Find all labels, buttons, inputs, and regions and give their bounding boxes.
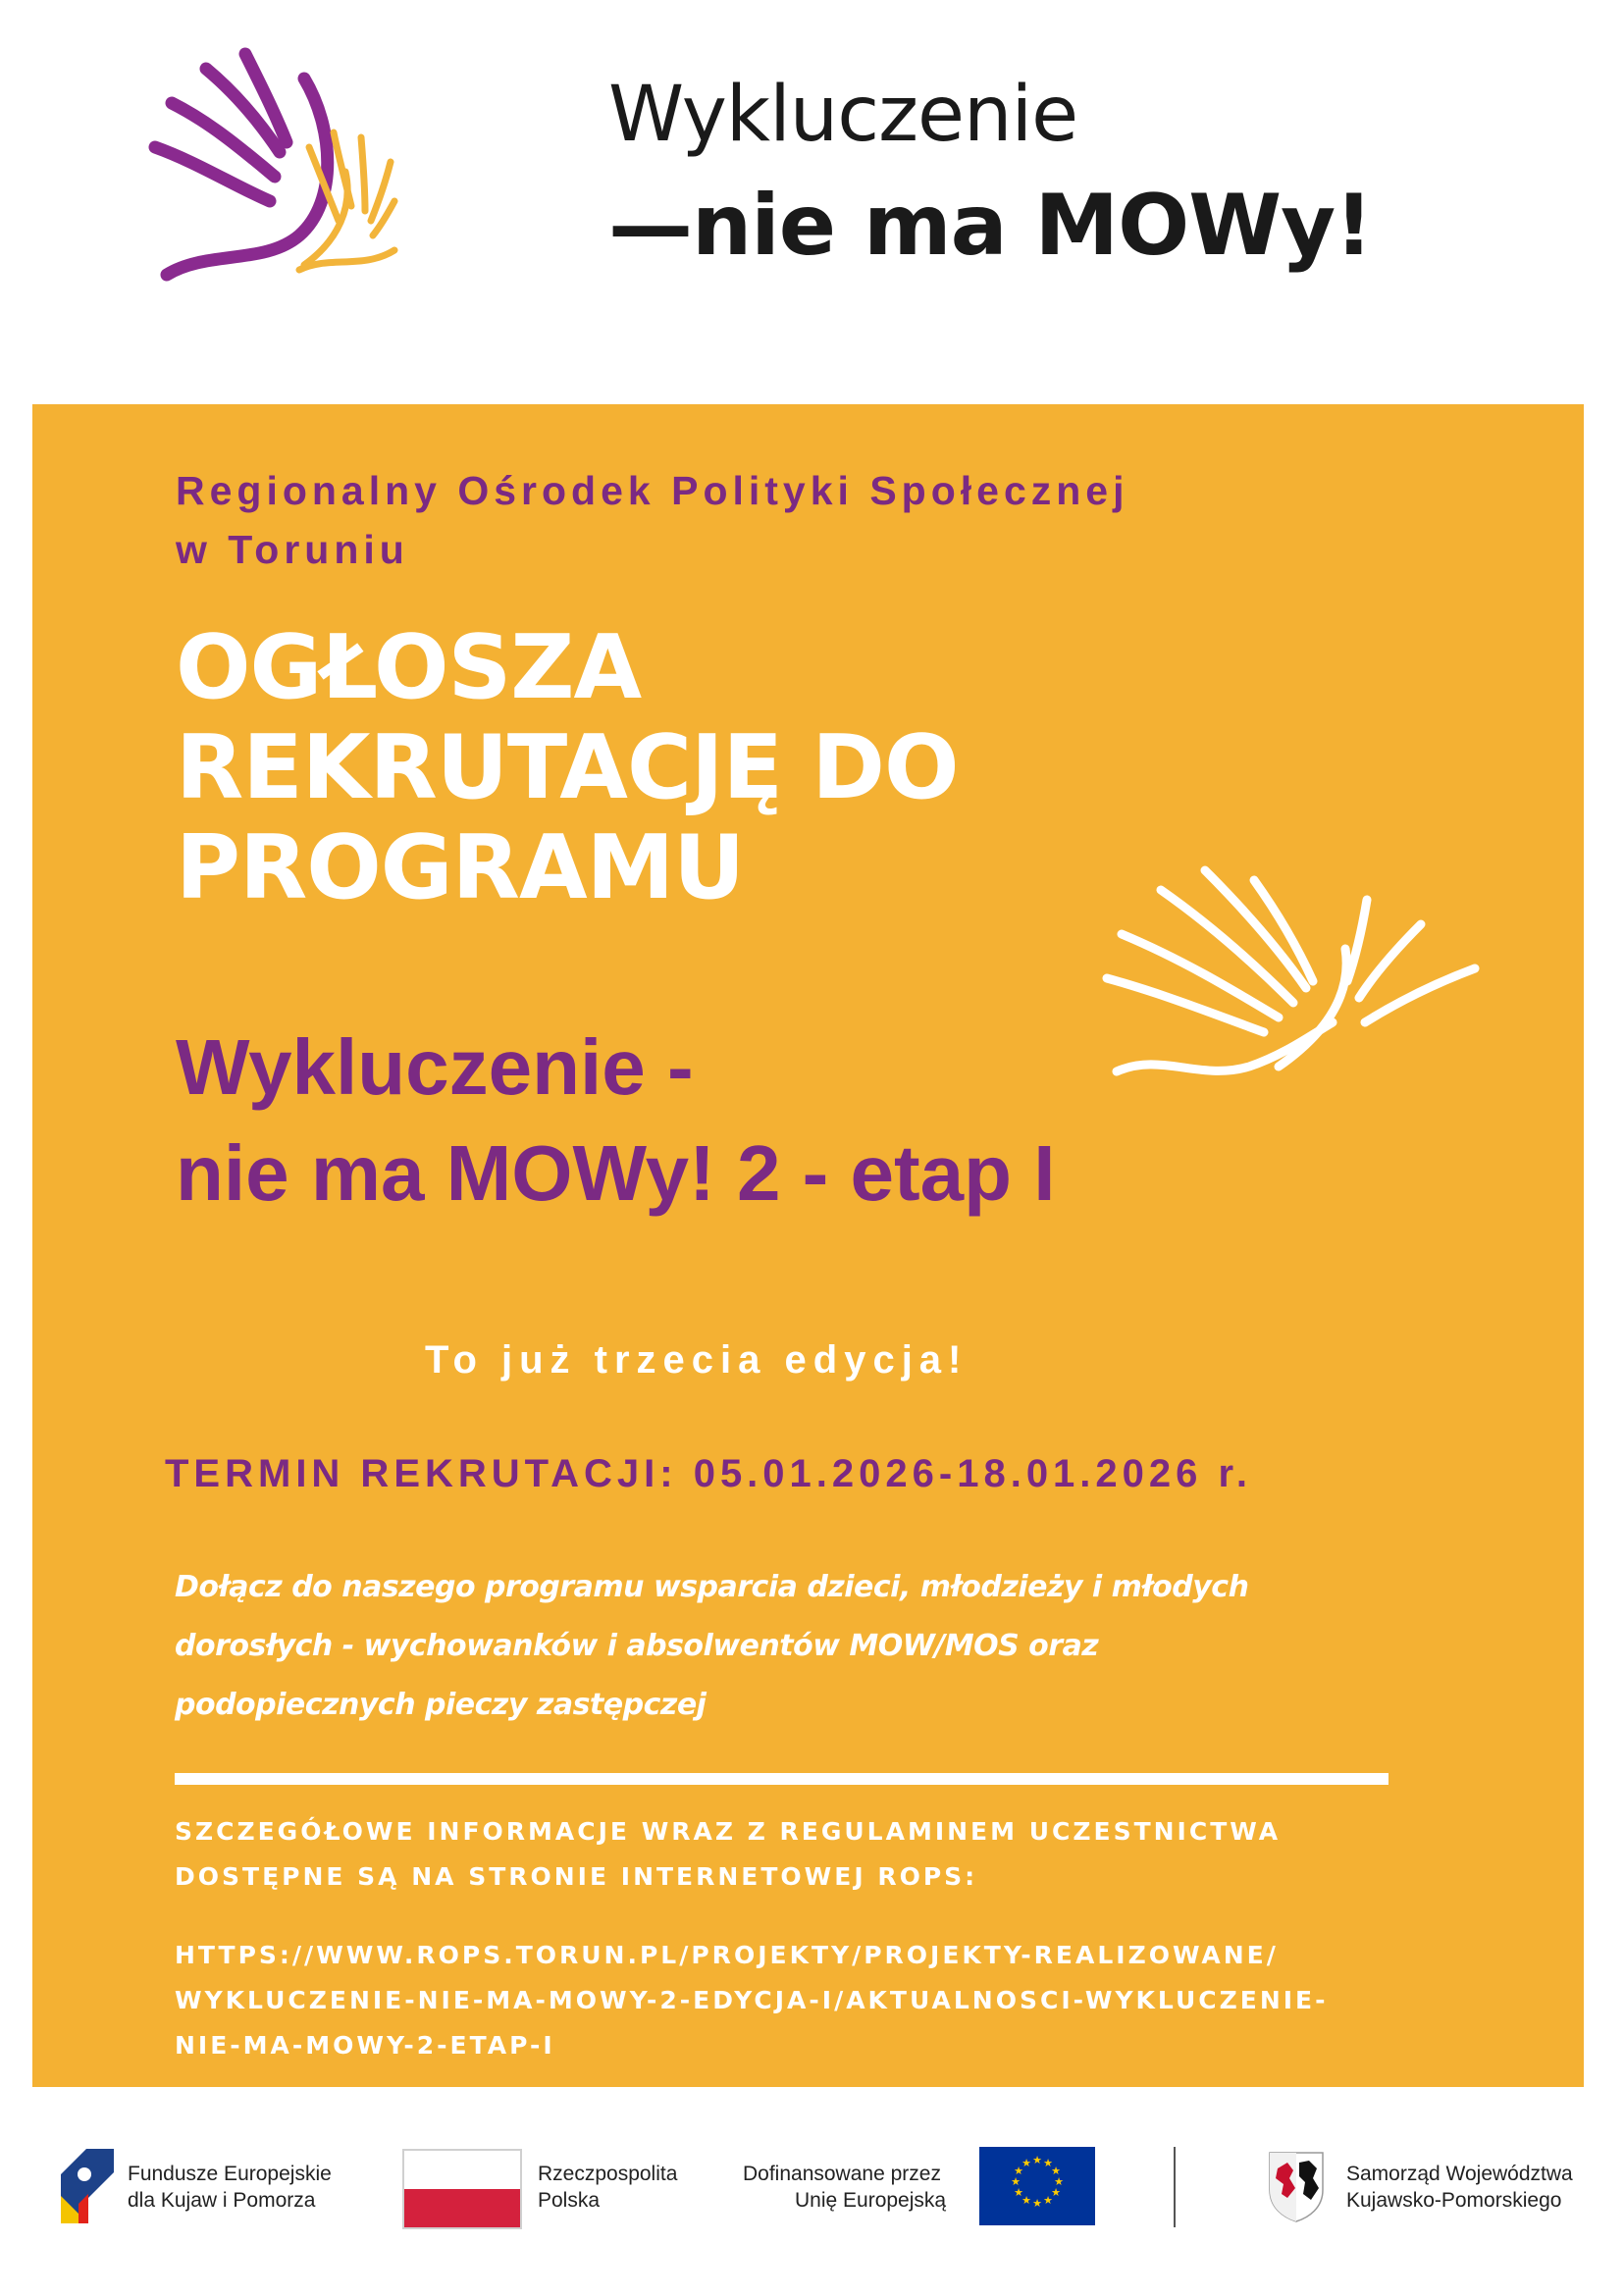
eu-label-line2: Unię Europejską (795, 2189, 947, 2212)
svg-text:★: ★ (1011, 2175, 1021, 2188)
details-info (175, 1809, 1450, 1900)
logo-title-line1: Wykluczenie (608, 71, 1078, 159)
headline-line: OGŁOSZA (176, 616, 642, 719)
coat-of-arms-icon (1266, 2149, 1327, 2223)
eu-label-line1: Dofinansowane przez (743, 2163, 941, 2185)
rops-url-link[interactable] (175, 1933, 1450, 2068)
rp-label-line2: Polska (538, 2189, 601, 2212)
program-name (176, 1015, 1451, 1226)
program-description (175, 1558, 1382, 1735)
description-line: Dołącz do naszego programu wsparcia dzieci, młodzieży i młodych (175, 1570, 1249, 1604)
program-line1: Wykluczenie - (176, 1023, 694, 1111)
details-line: DOSTĘPNE SĄ NA STRONIE INTERNETOWEJ ROPS: (175, 1862, 978, 1891)
eu-flag-icon (979, 2147, 1095, 2225)
url-line: HTTPS://WWW.ROPS.TORUN.PL/PROJEKTY/PROJEKTY-REALIZOWANE/ (175, 1941, 1279, 1969)
headline-line: PROGRAMU (176, 816, 745, 919)
description-line: dorosłych - wychowanków i absolwentów MOW/MOS oraz (175, 1629, 1099, 1663)
fe-label-line2: dla Kujaw i Pomorza (128, 2189, 316, 2212)
program-line2: nie ma MOWy! 2 - etap I (176, 1129, 1056, 1217)
headline-line: REKRUTACJĘ DO (176, 716, 959, 819)
logo-title-line2: —nie ma MOWy! (608, 177, 1373, 275)
svg-text:★: ★ (1043, 2194, 1053, 2207)
hand-logo-icon (137, 39, 402, 304)
svg-text:★: ★ (1054, 2175, 1064, 2188)
svg-text:★: ★ (1051, 2186, 1061, 2199)
organization-name (176, 461, 1451, 579)
svg-text:★: ★ (1014, 2165, 1023, 2177)
org-line2: w Toruniu (176, 527, 409, 572)
sw-label-line2: Kujawsko-Pomorskiego (1346, 2189, 1562, 2212)
url-line: WYKLUCZENIE-NIE-MA-MOWY-2-EDYCJA-I/AKTUALNOSCI-WYKLUCZENIE- (175, 1986, 1329, 2014)
svg-text:★: ★ (1014, 2186, 1023, 2199)
svg-text:★: ★ (1051, 2165, 1061, 2177)
details-line: SZCZEGÓŁOWE INFORMACJE WRAZ Z REGULAMINEM UCZESTNICTWA (175, 1817, 1282, 1846)
svg-text:★: ★ (1032, 2154, 1042, 2166)
divider-line (175, 1773, 1388, 1785)
recruitment-dates: TERMIN REKRUTACJI: 05.01.2026-18.01.2026 r. (165, 1452, 1252, 1495)
svg-text:★: ★ (1032, 2197, 1042, 2210)
sw-label-line1: Samorząd Województwa (1346, 2163, 1573, 2185)
url-line: NIE-MA-MOWY-2-ETAP-I (175, 2031, 555, 2060)
edition-tagline: To już trzecia edycja! (425, 1338, 969, 1382)
svg-text:★: ★ (1022, 2194, 1031, 2207)
headline (176, 618, 1157, 918)
rp-label-line1: Rzeczpospolita (538, 2163, 678, 2185)
fe-label-line1: Fundusze Europejskie (128, 2163, 332, 2185)
announcement-panel (32, 404, 1584, 2087)
polish-flag-icon (402, 2149, 522, 2229)
logo-separator (1174, 2147, 1176, 2227)
svg-text:★: ★ (1043, 2157, 1053, 2169)
funding-logos-bar (0, 2139, 1624, 2276)
svg-text:★: ★ (1022, 2157, 1031, 2169)
org-line1: Regionalny Ośrodek Polityki Społecznej (176, 468, 1129, 513)
fundusze-europejskie-icon (57, 2145, 118, 2227)
description-line: podopiecznych pieczy zastępczej (175, 1688, 707, 1722)
